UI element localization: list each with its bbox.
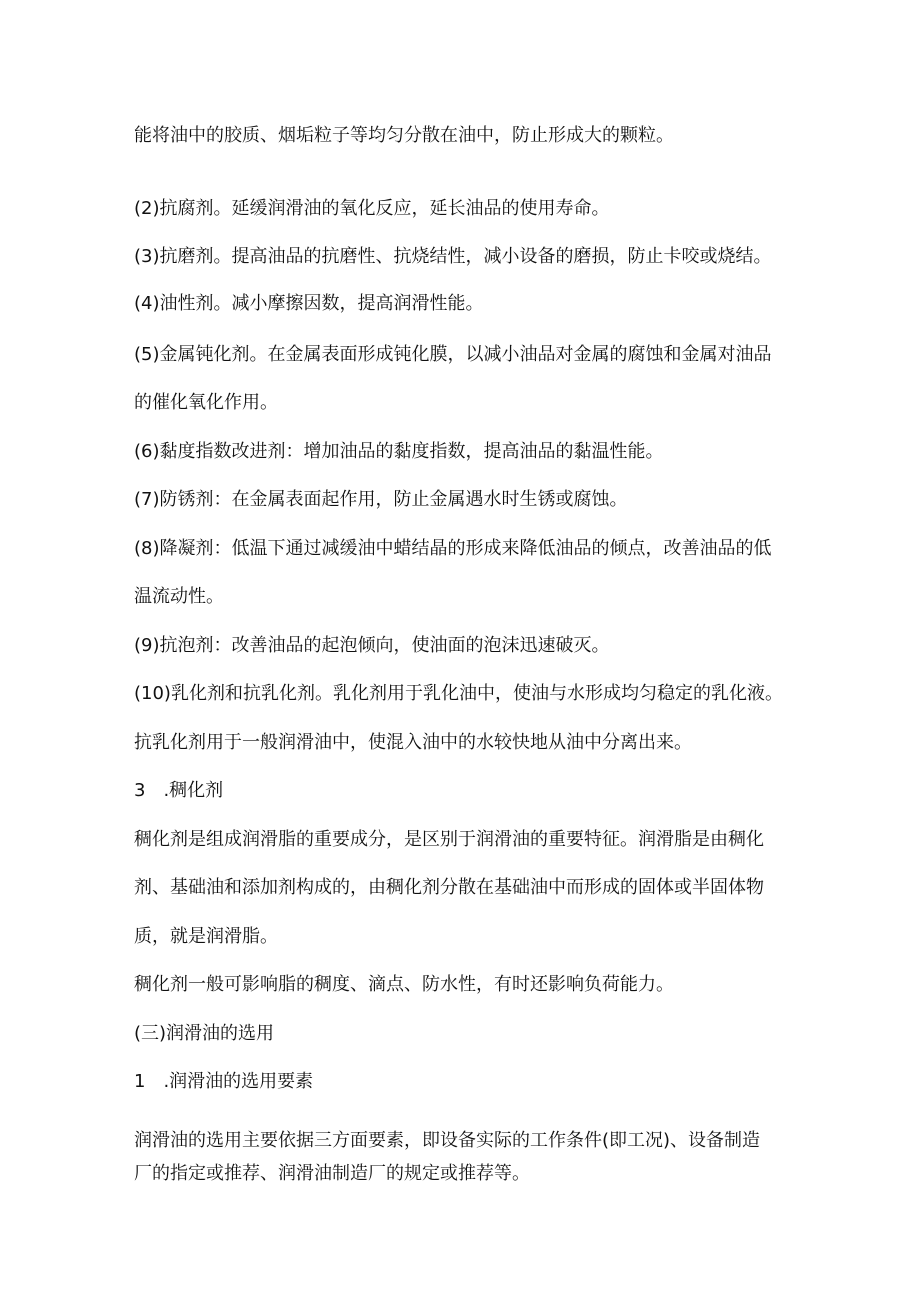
paragraph-line: (7)防锈剂：在金属表面起作用，防止金属遇水时生锈或腐蚀。 — [134, 489, 628, 510]
paragraph-line: 稠化剂一般可影响脂的稠度、滴点、防水性，有时还影响负荷能力。 — [134, 974, 674, 995]
section-heading: 3 .稠化剂 — [134, 780, 224, 801]
paragraph-line: 润滑油的选用主要依据三方面要素，即设备实际的工作条件(即工况)、设备制造 — [134, 1130, 761, 1151]
paragraph-line: (8)降凝剂：低温下通过减缓油中蜡结晶的形成来降低油品的倾点，改善油品的低 — [134, 538, 772, 559]
paragraph-line: 能将油中的胶质、烟垢粒子等均匀分散在油中，防止形成大的颗粒。 — [134, 125, 674, 146]
section-heading: (三)润滑油的选用 — [134, 1023, 275, 1044]
paragraph-line: 稠化剂是组成润滑脂的重要成分，是区别于润滑油的重要特征。润滑脂是由稠化 — [134, 829, 764, 850]
paragraph-line: (4)油性剂。减小摩擦因数，提高润滑性能。 — [134, 293, 484, 314]
paragraph-line: 温流动性。 — [134, 586, 224, 607]
paragraph-line: (6)黏度指数改进剂：增加油品的黏度指数，提高油品的黏温性能。 — [134, 441, 664, 462]
paragraph-line: 抗乳化剂用于一般润滑油中，使混入油中的水较快地从油中分离出来。 — [134, 732, 692, 753]
paragraph-line: (10)乳化剂和抗乳化剂。乳化剂用于乳化油中，使油与水形成均匀稳定的乳化液。 — [134, 683, 783, 704]
paragraph-line: 质，就是润滑脂。 — [134, 926, 278, 947]
paragraph-line: (2)抗腐剂。延缓润滑油的氧化反应，延长油品的使用寿命。 — [134, 198, 610, 219]
paragraph-line: (9)抗泡剂：改善油品的起泡倾向，使油面的泡沫迅速破灭。 — [134, 635, 610, 656]
subsection-heading: 1 .润滑油的选用要素 — [134, 1071, 314, 1092]
paragraph-line: (3)抗磨剂。提高油品的抗磨性、抗烧结性，减小设备的磨损，防止卡咬或烧结。 — [134, 246, 772, 267]
paragraph-line: 剂、基础油和添加剂构成的，由稠化剂分散在基础油中而形成的固体或半固体物 — [134, 877, 764, 898]
paragraph-line: 的催化氧化作用。 — [134, 392, 278, 413]
paragraph-line: 厂的指定或推荐、润滑油制造厂的规定或推荐等。 — [134, 1163, 530, 1184]
paragraph-line: (5)金属钝化剂。在金属表面形成钝化膜，以减小油品对金属的腐蚀和金属对油品 — [134, 344, 772, 365]
